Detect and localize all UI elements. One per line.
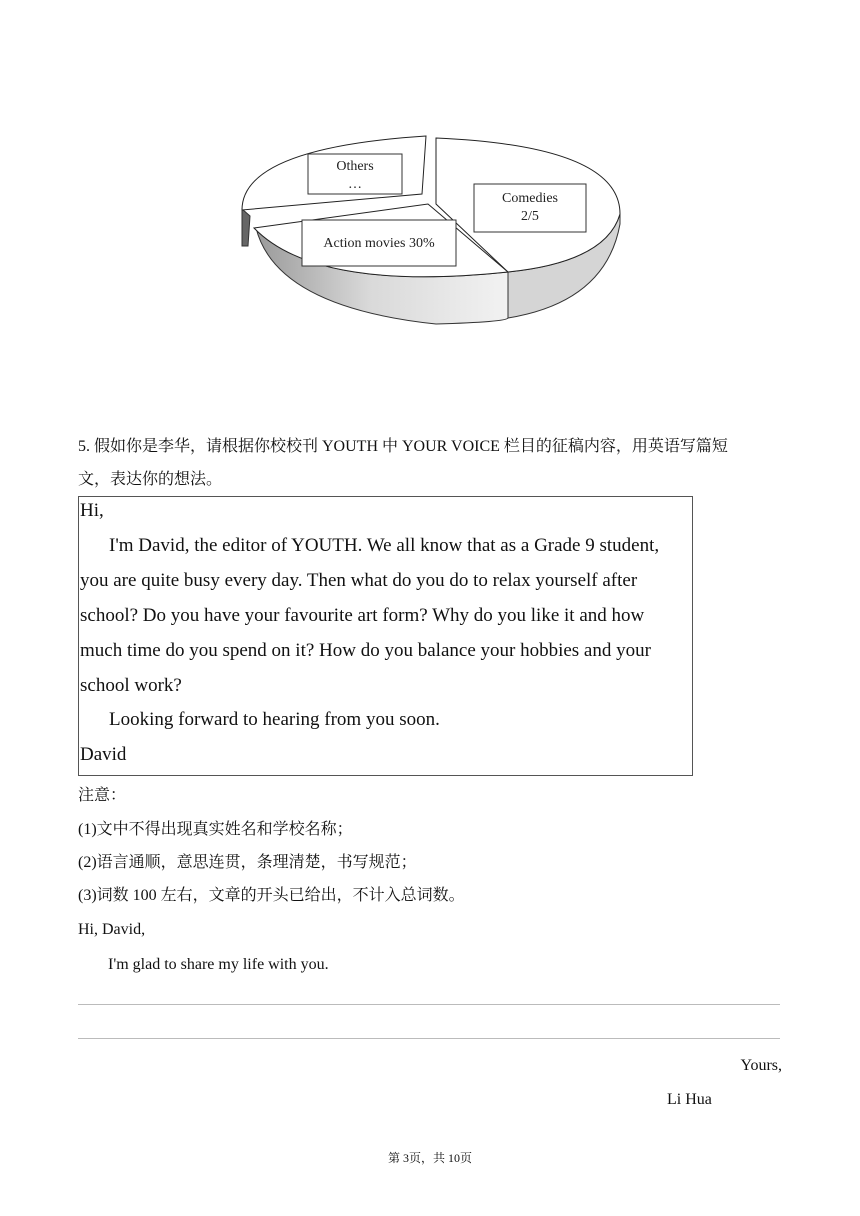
slice-label-others: Others	[336, 159, 374, 174]
answer-sign-off: Yours,	[740, 1057, 782, 1074]
letter-signature: David	[80, 744, 127, 765]
answer-opening: I'm glad to share my life with you.	[108, 956, 329, 973]
slice-label-comedies: Comedies	[502, 191, 558, 206]
question-line-1: 5. 假如你是李华，请根据你校校刊 YOUTH 中 YOUR VOICE 栏目的征稿内容，用英语写篇短	[78, 438, 728, 455]
note-item: (1)文中不得出现真实姓名和学校名称；	[78, 821, 353, 838]
question-line-2: 文，表达你的想法。	[78, 471, 223, 488]
letter-greeting: Hi,	[80, 500, 104, 521]
letter-closing: Looking forward to hearing from you soon.	[109, 709, 440, 730]
letter-line: I'm David, the editor of YOUTH. We all know that as a Grade 9 student,	[109, 535, 660, 556]
letter-line: school work?	[80, 675, 182, 696]
page-number: 第 3页，共 10页	[387, 1151, 472, 1165]
note-item: (2)语言通顺，意思连贯，条理清楚，书写规范；	[78, 854, 417, 871]
slice-value-comedies: 2/5	[521, 209, 539, 224]
writing-line	[78, 1004, 780, 1005]
note-item: (3)词数 100 左右，文章的开头已给出，不计入总词数。	[78, 887, 465, 904]
letter-line: you are quite busy every day. Then what do you do to relax yourself after	[80, 570, 638, 591]
notes-heading: 注意：	[78, 787, 127, 804]
letter-line: much time do you spend on it? How do you balance your hobbies and your	[80, 640, 651, 661]
pie-chart	[236, 132, 626, 332]
pie-others-side	[242, 209, 250, 246]
slice-value-others: …	[348, 177, 362, 192]
letter-line: school? Do you have your favourite art form? Why do you like it and how	[80, 605, 645, 626]
writing-line	[78, 1038, 780, 1039]
slice-label-action-movies: Action movies 30%	[323, 236, 435, 251]
answer-name: Li Hua	[667, 1091, 712, 1108]
answer-salutation: Hi, David,	[78, 921, 146, 938]
letter-box	[78, 496, 693, 776]
